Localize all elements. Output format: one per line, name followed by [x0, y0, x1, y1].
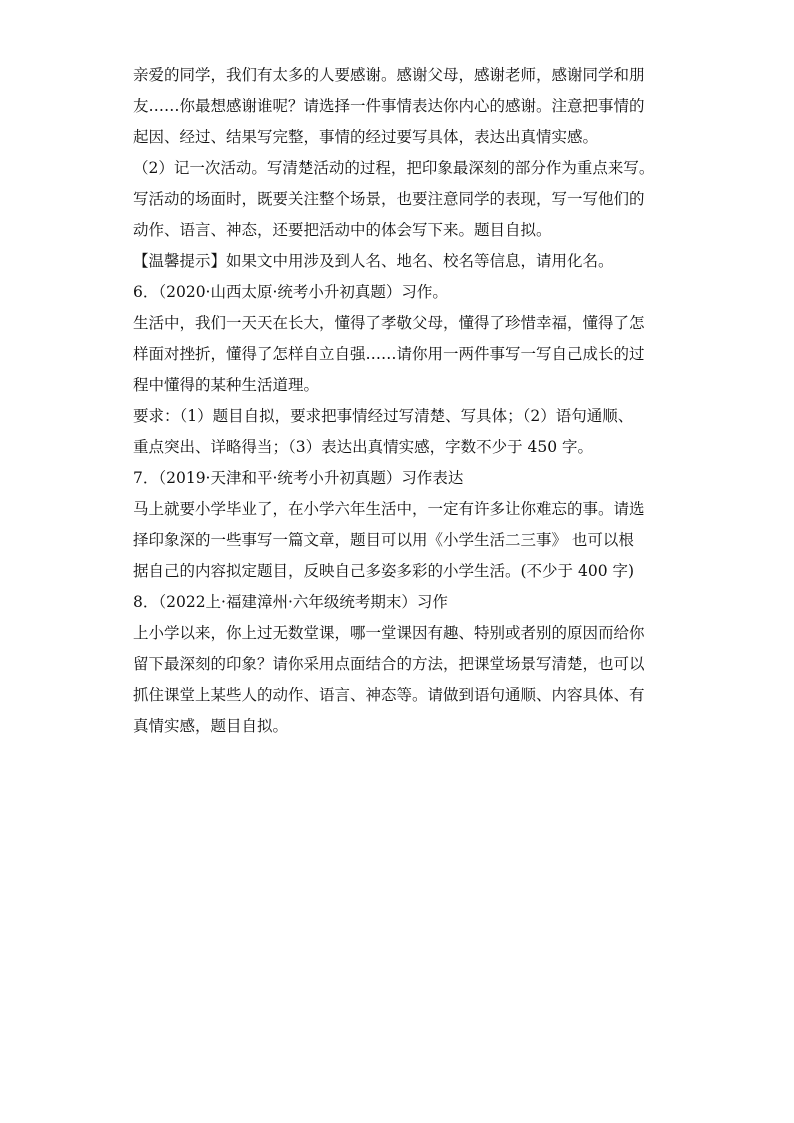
text-line: 亲爱的同学，我们有太多的人要感谢。感谢父母，感谢老师，感谢同学和朋 [133, 66, 645, 84]
question-7-heading: 7．（2019·天津和平·统考小升初真题）习作表达 [133, 469, 464, 487]
text-line: 择印象深的一些事写一篇文章，题目可以用《小学生活二三事》 也可以根 [133, 531, 634, 549]
text-line: 上小学以来，你上过无数堂课，哪一堂课因有趣、特别或者别的原因而给你 [133, 624, 645, 642]
tip-line: 【温馨提示】如果文中用涉及到人名、地名、校名等信息，请用化名。 [133, 252, 614, 270]
text-line: 友……你最想感谢谁呢？请选择一件事情表达你内心的感谢。注意把事情的 [133, 97, 645, 115]
text-line: 起因、经过、结果写完整，事情的经过要写具体，表达出真情实感。 [133, 128, 599, 146]
question-8-heading: 8．（2022上·福建漳州·六年级统考期末）习作 [133, 593, 448, 611]
requirements-line: 要求：（1）题目自拟，要求把事情经过写清楚、写具体；（2）语句通顺、 [133, 407, 634, 425]
text-line: 生活中，我们一天天在长大，懂得了孝敬父母，懂得了珍惜幸福，懂得了怎 [133, 314, 645, 332]
text-line: 据自己的内容拟定题目，反映自己多姿多彩的小学生活。(不少于 400 字) [133, 562, 635, 580]
text-line: 留下最深刻的印象？请你采用点面结合的方法，把课堂场景写清楚，也可以 [133, 655, 645, 673]
text-line: 马上就要小学毕业了，在小学六年生活中，一定有许多让你难忘的事。请选 [133, 500, 645, 518]
text-line: 动作、语言、神态，还要把活动中的体会写下来。题目自拟。 [133, 221, 552, 239]
text-line: 真情实感，题目自拟。 [133, 717, 289, 735]
text-line: 抓住课堂上某些人的动作、语言、神态等。请做到语句通顺、内容具体、有 [133, 686, 645, 704]
text-line: 样面对挫折，懂得了怎样自立自强……请你用一两件事写一写自己成长的过 [133, 345, 645, 363]
document-body [133, 60, 673, 742]
text-line: 写活动的场面时，既要关注整个场景，也要注意同学的表现，写一写他们的 [133, 190, 645, 208]
question-6-heading: 6．（2020·山西太原·统考小升初真题）习作。 [133, 283, 448, 301]
requirements-line: 重点突出、详略得当；（3）表达出真情实感，字数不少于 450 字。 [133, 438, 594, 456]
text-line: （2）记一次活动。写清楚活动的过程，把印象最深刻的部分作为重点来写。 [133, 159, 655, 177]
text-line: 程中懂得的某种生活道理。 [133, 376, 320, 394]
